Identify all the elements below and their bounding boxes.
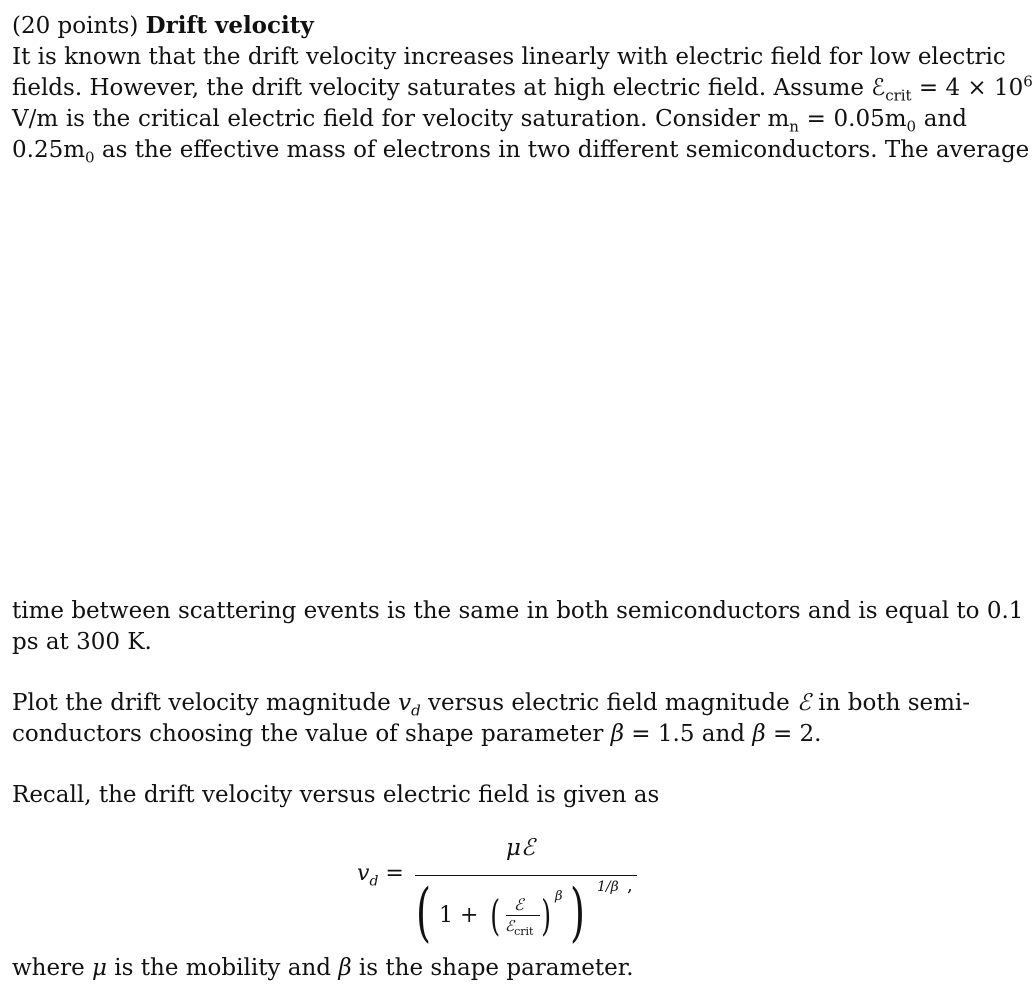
intro-line-3 <box>12 104 967 135</box>
eq-v-subscript: d <box>369 873 379 890</box>
eq-v: v <box>357 861 370 886</box>
where-b: is the mobility and <box>106 955 339 981</box>
inner-den-subscript: crit <box>514 925 534 938</box>
equation-fraction-bar <box>415 875 637 876</box>
exponent-6: 6 <box>1023 72 1033 91</box>
intro-line-3-and: and <box>916 106 967 132</box>
equation-denominator <box>415 875 647 953</box>
intro-line-4-text: 0.25m <box>12 137 86 163</box>
plot-line-2-b: = 1.5 and <box>624 721 753 747</box>
where-c: is the shape parameter. <box>351 955 634 981</box>
points-label: (20 points) <box>12 13 139 39</box>
m0-subscript-2: 0 <box>85 148 95 167</box>
beta-symbol-2: β <box>752 721 766 747</box>
beta-symbol-1: β <box>610 721 624 747</box>
equation-lhs <box>357 861 404 890</box>
m0-subscript: 0 <box>906 117 917 136</box>
drift-velocity-equation <box>12 823 967 953</box>
problem-title: Drift velocity <box>145 12 314 39</box>
beta-symbol-3: β <box>338 955 352 981</box>
plot-line-1-a: Plot the drift velocity magnitude <box>12 690 399 716</box>
intro-line-4-tail: as the effective mass of electrons in two different semiconductors. The average <box>94 137 1030 163</box>
field-symbol: ℰ <box>797 690 811 716</box>
intro-line-3-value: = 0.05m <box>798 106 907 132</box>
equation-numerator: μℰ <box>506 835 535 861</box>
eq-one-plus: 1 + <box>439 903 479 928</box>
left-mid-paren: ( <box>490 891 501 940</box>
intro-line-3-text: V/m is the critical electric field for velocity saturation. Consider m <box>12 106 790 132</box>
left-big-paren: ( <box>415 876 431 950</box>
plot-line-1-c: in both semi- <box>810 690 971 716</box>
vd-subscript: d <box>411 701 421 720</box>
intro-line-2-text: fields. However, the drift velocity saturates at high electric field. Assume ℰ <box>12 75 886 101</box>
intro-line-1: It is known that the drift velocity increases linearly with electric field for low electric <box>12 44 1006 70</box>
plot-paragraph <box>12 688 971 750</box>
problem-heading <box>12 10 967 42</box>
mu-symbol: μ <box>92 955 107 981</box>
where-line <box>12 953 967 984</box>
recall-paragraph <box>12 780 967 811</box>
inner-numerator: ℰ <box>514 895 524 914</box>
right-mid-paren: ) <box>541 891 552 940</box>
blank-region <box>12 166 967 596</box>
continued-line-2: ps at 300 K. <box>12 629 152 655</box>
plot-line-2-a: conductors choosing the value of shape parameter <box>12 721 611 747</box>
recall-line: Recall, the drift velocity versus electric field is given as <box>12 782 660 808</box>
vd-symbol: v <box>398 690 412 716</box>
continued-paragraph <box>12 596 1024 658</box>
plot-line-1-b: versus electric field magnitude <box>420 690 798 716</box>
plot-line-1 <box>12 688 971 720</box>
right-big-paren: ) <box>569 876 585 950</box>
inner-denominator <box>505 917 534 938</box>
inner-fraction-bar <box>506 915 540 916</box>
eq-equals: = <box>385 861 404 886</box>
where-a: where <box>12 955 93 981</box>
intro-line-2-value: = 4 × 10 <box>911 75 1024 101</box>
plot-line-2-c: = 2. <box>765 721 822 747</box>
beta-exponent: β <box>555 889 563 904</box>
inner-den-symbol: ℰ <box>505 917 515 935</box>
continued-line-1: time between scattering events is the same in both semiconductors and is equal to 0.1 <box>12 598 1024 624</box>
outer-exponent: 1/β <box>597 879 619 895</box>
eq-comma: , <box>627 875 633 896</box>
plot-line-2 <box>12 719 967 750</box>
where-paragraph <box>12 953 967 984</box>
mn-subscript: n <box>789 117 799 136</box>
crit-subscript: crit <box>885 86 912 105</box>
intro-line-4 <box>12 135 1030 167</box>
